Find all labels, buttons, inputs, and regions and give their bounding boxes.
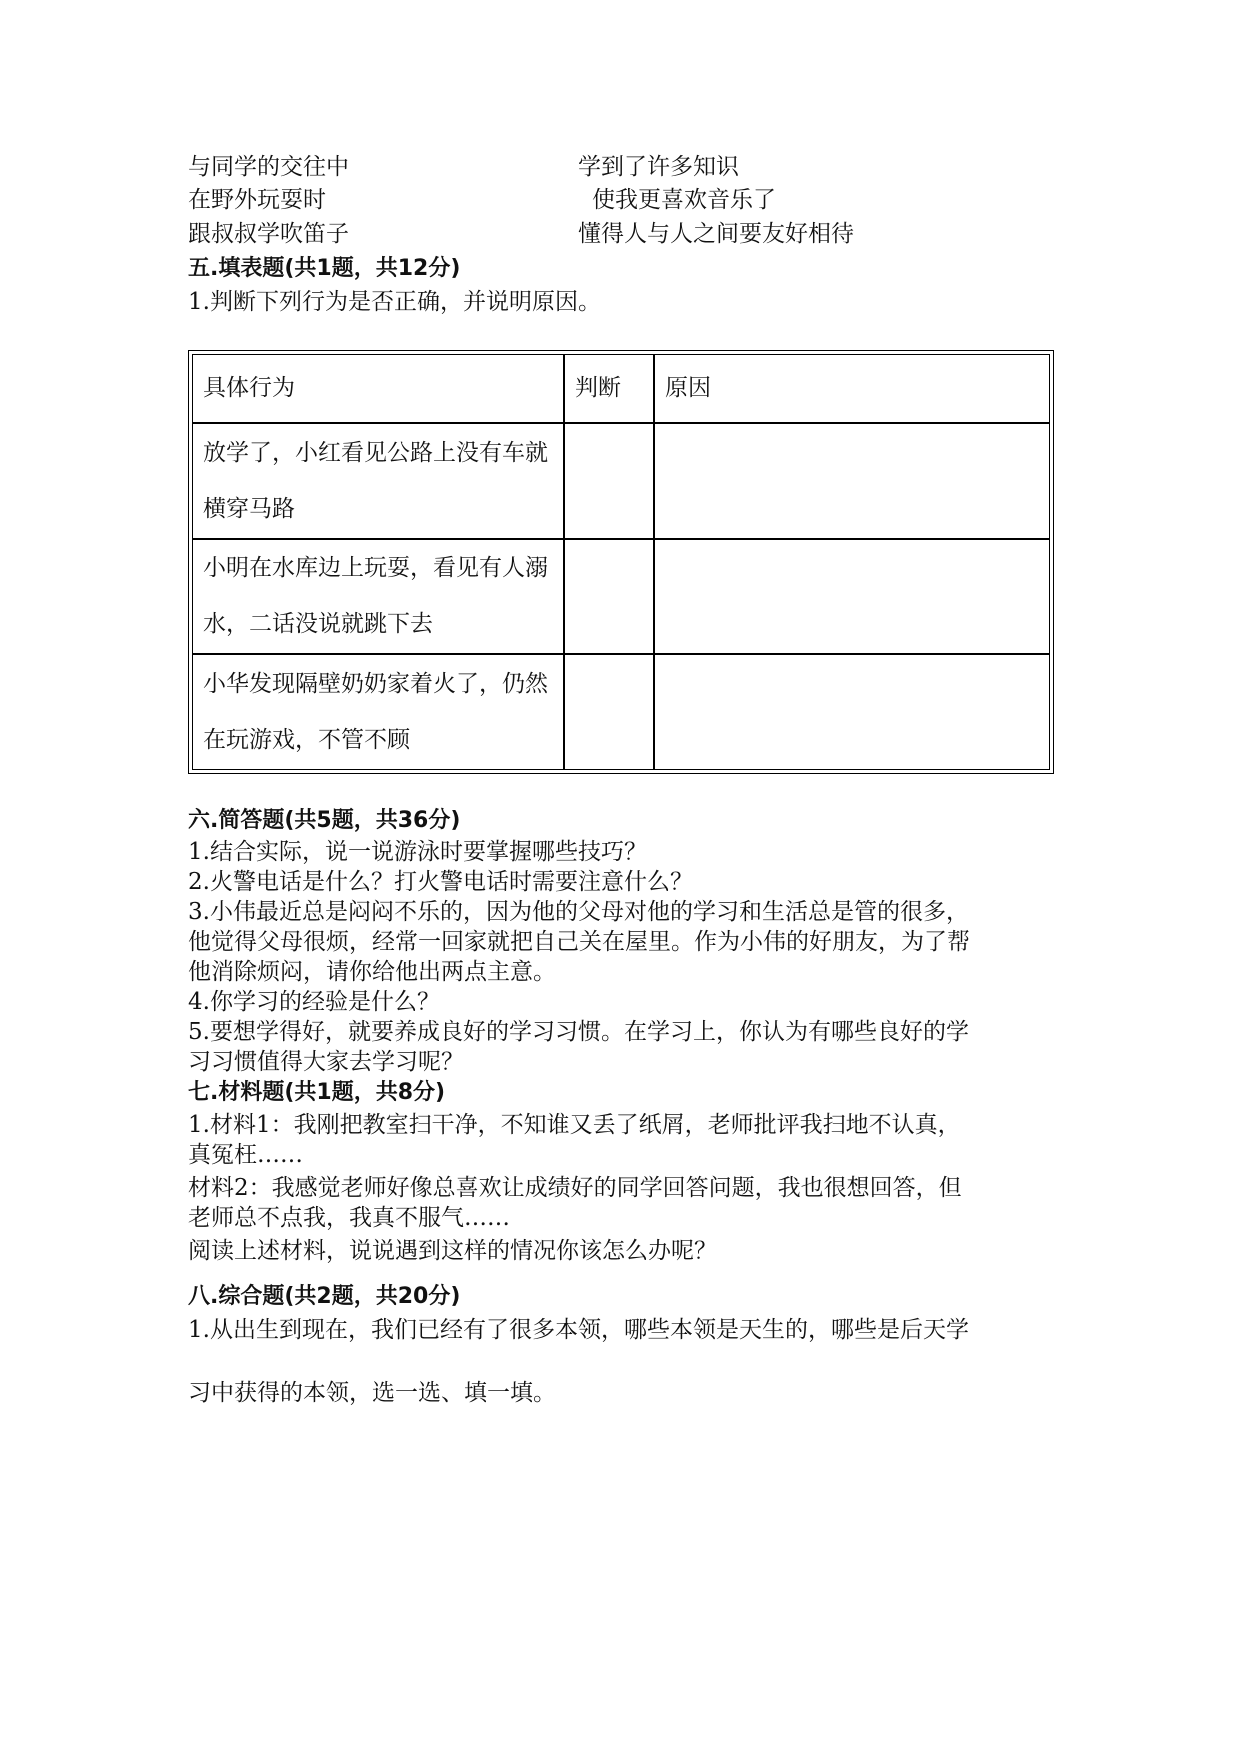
row1-behavior bbox=[192, 423, 564, 539]
row2-behavior-text: 小明在水库边上玩耍，看见有人溺水，二话没说就跳下去 bbox=[203, 555, 548, 638]
header-reason: 原因 bbox=[654, 354, 1050, 423]
row2-reason[interactable] bbox=[654, 539, 1050, 655]
section6-line: 他消除烦闷，请你给他出两点主意。 bbox=[188, 959, 556, 985]
row1-behavior-text: 放学了，小红看见公路上没有车就横穿马路 bbox=[203, 439, 548, 522]
section6-line: 1.结合实际，说一说游泳时要掌握哪些技巧？ bbox=[188, 839, 647, 865]
section8-line: 1.从出生到现在，我们已经有了很多本领，哪些本领是天生的，哪些是后天学 bbox=[188, 1317, 969, 1343]
match-right-1: 学到了许多知识 bbox=[578, 154, 739, 180]
row3-behavior-text: 小华发现隔壁奶奶家着火了，仍然在玩游戏，不管不顾 bbox=[203, 671, 548, 754]
section7-line: 材料2：我感觉老师好像总喜欢让成绩好的同学回答问题，我也很想回答，但 bbox=[188, 1175, 962, 1201]
section6-line: 他觉得父母很烦，经常一回家就把自己关在屋里。作为小伟的好朋友，为了帮 bbox=[188, 929, 970, 955]
table-row bbox=[192, 423, 1050, 539]
match-right-3: 懂得人与人之间要友好相待 bbox=[578, 221, 854, 247]
section7-line: 阅读上述材料，说说遇到这样的情况你该怎么办呢？ bbox=[188, 1238, 717, 1264]
section8-title: 八.综合题(共2题，共20分) bbox=[188, 1284, 461, 1309]
section7-line: 老师总不点我，我真不服气…… bbox=[188, 1205, 510, 1231]
section5-title: 五.填表题(共1题，共12分) bbox=[188, 256, 461, 281]
header-judge: 判断 bbox=[564, 354, 654, 423]
section5-q1: 1.判断下列行为是否正确，并说明原因。 bbox=[188, 289, 601, 315]
table-header-row bbox=[192, 354, 1050, 423]
header-behavior: 具体行为 bbox=[192, 354, 564, 423]
table-row bbox=[192, 654, 1050, 770]
behavior-table bbox=[188, 350, 1054, 774]
row1-reason[interactable] bbox=[654, 423, 1050, 539]
section6-line: 5.要想学得好，就要养成良好的学习习惯。在学习上，你认为有哪些良好的学 bbox=[188, 1019, 969, 1045]
section6-line: 4.你学习的经验是什么？ bbox=[188, 989, 440, 1015]
section6-line: 习习惯值得大家去学习呢？ bbox=[188, 1049, 464, 1075]
match-right-2: 使我更喜欢音乐了 bbox=[592, 187, 776, 213]
section7-line: 真冤枉…… bbox=[188, 1142, 303, 1168]
match-left-2: 在野外玩耍时 bbox=[188, 187, 326, 213]
row3-behavior bbox=[192, 654, 564, 770]
row2-judge[interactable] bbox=[564, 539, 654, 655]
section6-line: 3.小伟最近总是闷闷不乐的，因为他的父母对他的学习和生活总是管的很多， bbox=[188, 899, 969, 925]
row3-judge[interactable] bbox=[564, 654, 654, 770]
section6-line: 2.火警电话是什么？打火警电话时需要注意什么？ bbox=[188, 869, 693, 895]
section7-line: 1.材料1：我刚把教室扫干净，不知谁又丢了纸屑，老师批评我扫地不认真， bbox=[188, 1112, 961, 1138]
match-left-1: 与同学的交往中 bbox=[188, 154, 349, 180]
row2-behavior bbox=[192, 539, 564, 655]
section8-line: 习中获得的本领，选一选、填一填。 bbox=[188, 1380, 556, 1406]
table-row bbox=[192, 539, 1050, 655]
section7-title: 七.材料题(共1题，共8分) bbox=[188, 1080, 446, 1105]
row1-judge[interactable] bbox=[564, 423, 654, 539]
row3-reason[interactable] bbox=[654, 654, 1050, 770]
section6-title: 六.简答题(共5题，共36分) bbox=[188, 808, 461, 833]
match-left-3: 跟叔叔学吹笛子 bbox=[188, 221, 349, 247]
